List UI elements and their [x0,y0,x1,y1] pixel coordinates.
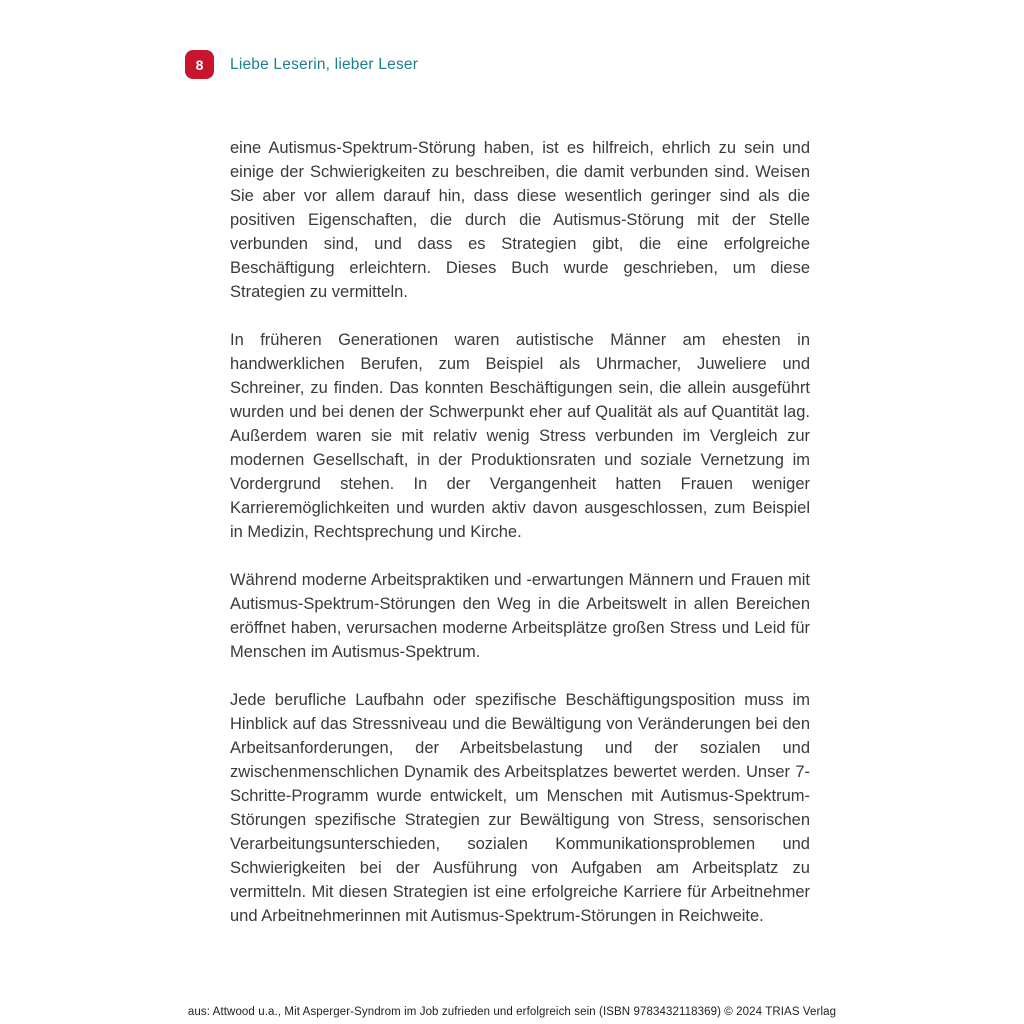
paragraph-2: In früheren Generationen waren autistische Männer am ehesten in handwerklichen Berufen, zum Beispiel als Uhrmacher, Juweliere und Schreiner, zu finden. Das konnten Beschäftigungen sein, die allein ausgeführt wurden und bei denen der Schwerpunkt eher auf Qualität als auf Quantität lag. Außerdem waren sie mit relativ wenig Stress verbunden im Vergleich zur modernen Gesellschaft, in der Produktionsraten und soziale Vernetzung im Vordergrund stehen. In der Vergangenheit hatten Frauen weniger Karrieremöglichkeiten und wurden aktiv davon ausgeschlossen, zum Beispiel in Medizin, Rechtsprechung und Kirche. [230,331,810,541]
body-text [230,136,810,952]
page-number: 8 [195,56,204,73]
paragraph-1: eine Autismus-Spektrum-Störung haben, ist es hilfreich, ehrlich zu sein und einige der Schwierigkeiten zu beschreiben, die damit verbunden sind. Weisen Sie aber vor allem darauf hin, dass diese wesentlich geringer sind als die positiven Eigenschaften, die durch die Autismus-Störung mit der Stelle verbunden sind, und dass es Strategien gibt, die eine erfolgreiche Beschäftigung erleichtern. Dieses Buch wurde geschrieben, um diese Strategien zu vermitteln. [230,139,810,301]
page-footer [0,1006,1024,1018]
chapter-title: Liebe Leserin, lieber Leser [230,55,419,73]
source-line: aus: Attwood u.a., Mit Asperger-Syndrom im Job zufrieden und erfolgreich sein (ISBN 9783432118369) © 2024 TRIAS Verlag [187,1006,837,1018]
page-number-badge [185,50,214,79]
paragraph-3: Während moderne Arbeitspraktiken und -erwartungen Männern und Frauen mit Autismus-Spektrum-Störungen den Weg in die Arbeitswelt in allen Bereichen eröffnet haben, verursachen moderne Arbeitsplätze großen Stress und Leid für Menschen im Autismus-Spektrum. [230,571,810,661]
page-header [185,50,418,79]
paragraph-4: Jede berufliche Laufbahn oder spezifische Beschäftigungsposition muss im Hinblick auf das Stressniveau und die Bewältigung von Veränderungen bei den Arbeitsanforderungen, der Arbeitsbelastung und der sozialen und zwischenmenschlichen Dynamik des Arbeitsplatzes bewertet werden. Unser 7-Schritte-Programm wurde entwickelt, um Menschen mit Autismus-Spektrum-Störungen spezifische Strategien zur Bewältigung von Stress, sensorischen Verarbeitungsunterschieden, sozialen Kommunikationsproblemen und Schwierigkeiten bei der Ausführung von Aufgaben am Arbeitsplatz zu vermitteln. Mit diesen Strategien ist eine erfolgreiche Karriere für Arbeitnehmer und Arbeitnehmerinnen mit Autismus-Spektrum-Störungen in Reichweite. [230,691,810,925]
